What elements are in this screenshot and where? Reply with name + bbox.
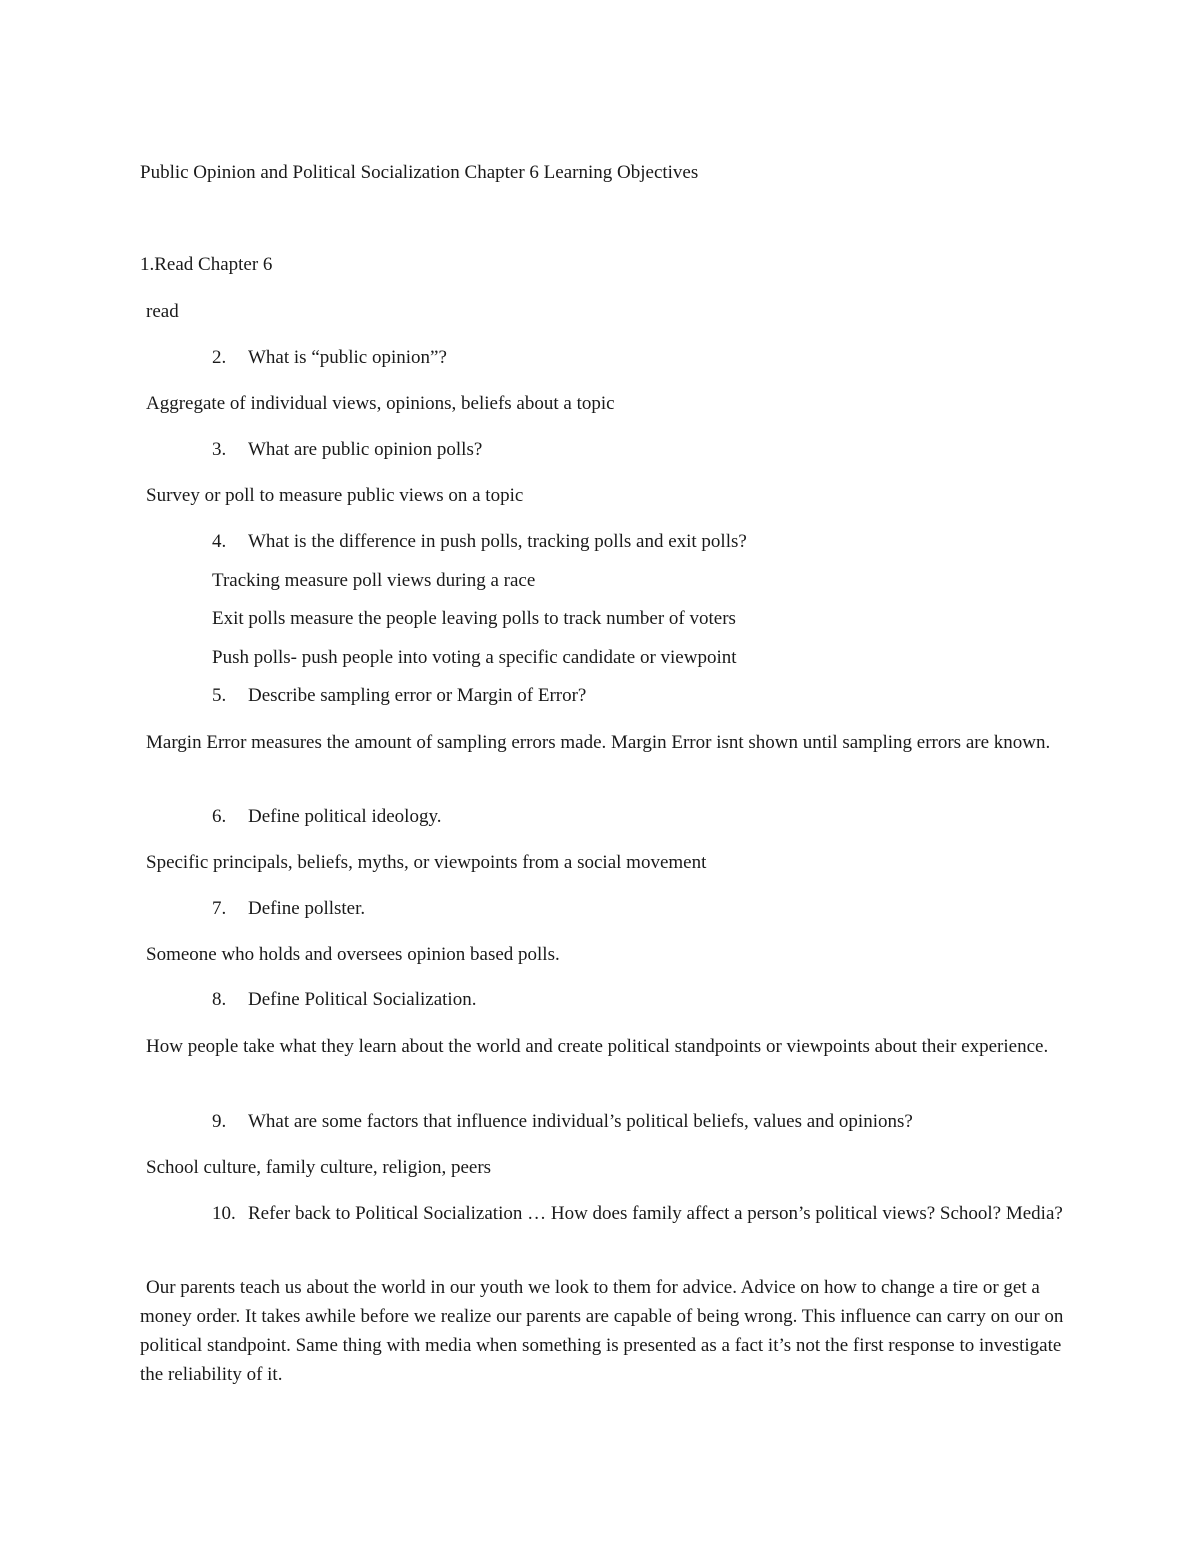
question-6-number: 6. <box>212 806 227 827</box>
answer-4-line-1: Tracking measure poll views during a race <box>212 570 536 591</box>
answer-6: Specific principals, beliefs, myths, or viewpoints from a social movement <box>146 852 707 873</box>
question-4 <box>212 527 747 556</box>
question-7 <box>212 894 365 923</box>
question-2 <box>212 343 447 372</box>
question-10-text: Refer back to Political Socialization … How does family affect a person’s political views? School? Media? <box>248 1203 1063 1224</box>
question-1-number: 1. <box>140 254 155 275</box>
question-4-number: 4. <box>212 531 227 552</box>
answer-1: read <box>146 301 179 322</box>
answer-7: Someone who holds and oversees opinion based polls. <box>146 944 560 965</box>
question-1 <box>140 250 272 279</box>
question-2-text: What is “public opinion”? <box>248 347 447 368</box>
answer-10: Our parents teach us about the world in our youth we look to them for advice. Advice on how to change a tire or get a money order. It takes awhile before we realize our parents are capable of being wrong. This influence can carry on our on political standpoint. Same thing with media when something is presented as a fact it’s not the first response to investigate the reliability of it. <box>140 1277 1064 1385</box>
question-8 <box>212 985 476 1014</box>
answer-5: Margin Error measures the amount of sampling errors made. Margin Error isnt shown until sampling errors are known. <box>146 732 1051 753</box>
question-6-text: Define political ideology. <box>248 806 442 827</box>
question-9-text: What are some factors that influence individual’s political beliefs, values and opinions? <box>248 1111 913 1132</box>
question-3-text: What are public opinion polls? <box>248 439 483 460</box>
question-1-text: Read Chapter 6 <box>154 254 273 275</box>
question-8-text: Define Political Socialization. <box>248 989 477 1010</box>
answer-2: Aggregate of individual views, opinions, beliefs about a topic <box>146 393 615 414</box>
question-3-number: 3. <box>212 439 227 460</box>
document-title: Public Opinion and Political Socialization Chapter 6 Learning Objectives <box>140 162 699 183</box>
answer-8: How people take what they learn about the world and create political standpoints or viewpoints about their experience. <box>146 1036 1049 1057</box>
answer-9: School culture, family culture, religion, peers <box>146 1157 492 1178</box>
question-4-text: What is the difference in push polls, tracking polls and exit polls? <box>248 531 747 552</box>
question-5 <box>212 681 586 710</box>
question-10 <box>212 1199 1072 1228</box>
answer-3: Survey or poll to measure public views on a topic <box>146 485 524 506</box>
question-8-number: 8. <box>212 989 227 1010</box>
question-6 <box>212 802 441 831</box>
answer-4-line-2: Exit polls measure the people leaving polls to track number of voters <box>212 608 736 629</box>
question-5-text: Describe sampling error or Margin of Error? <box>248 685 587 706</box>
question-9 <box>212 1107 913 1136</box>
question-9-number: 9. <box>212 1111 227 1132</box>
question-7-number: 7. <box>212 898 227 919</box>
answer-4-line-3: Push polls- push people into voting a specific candidate or viewpoint <box>212 647 737 668</box>
question-5-number: 5. <box>212 685 227 706</box>
question-2-number: 2. <box>212 347 227 368</box>
question-3 <box>212 435 482 464</box>
question-10-number: 10. <box>212 1203 236 1224</box>
question-7-text: Define pollster. <box>248 898 366 919</box>
